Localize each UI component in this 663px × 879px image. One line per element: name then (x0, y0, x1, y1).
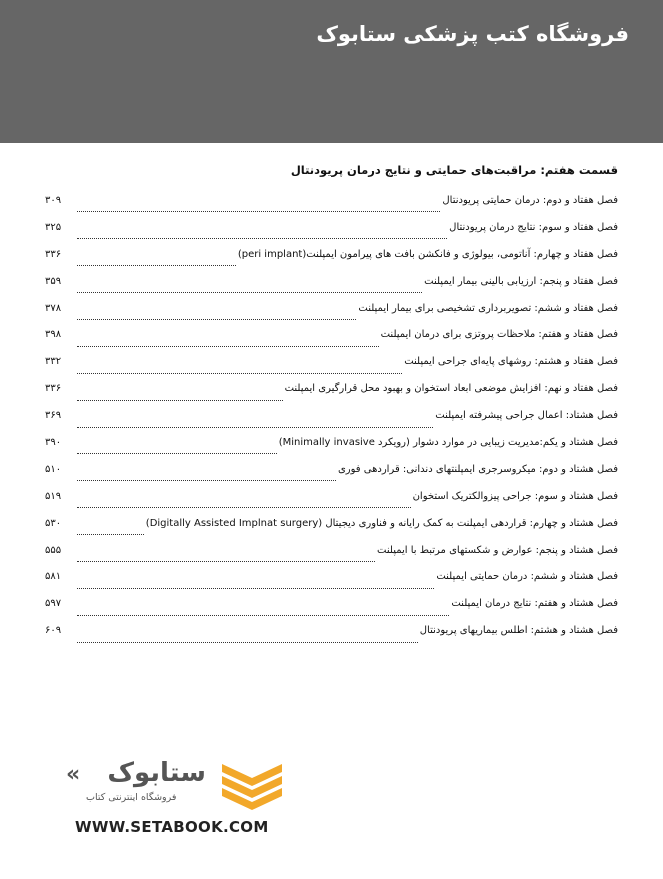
logo-wordmark: ستابوک (107, 758, 206, 788)
toc-entry-title: فصل هشتاد و یکم:مدیریت زیبایی در موارد دشوار (رویکرد Minimally invasive) (278, 437, 618, 449)
toc-entry-title: فصل هشتاد و سوم: جراحی پیزوالکتریک استخوان (412, 490, 618, 502)
toc-entry (45, 303, 618, 330)
toc-entry-title: فصل هشتاد و چهارم: قراردهی ایمپلنت به کمک رایانه و فناوری دیجیتال (Digitally Assisted Implnat surgery) (145, 517, 618, 529)
toc-entry (45, 545, 618, 572)
toc-leader-dots (77, 641, 418, 643)
toc-entry-page: ۵۳۰ (45, 517, 62, 529)
toc-leader-dots (77, 533, 144, 535)
toc-entry-title: فصل هشتاد و ششم: درمان حمایتی ایمپلنت (436, 571, 618, 583)
toc-entry-page: ۵۸۱ (45, 571, 62, 583)
toc-entry-title: فصل هشتاد و پنجم: عوارض و شکستهای مرتبط با ایمپلنت (377, 544, 618, 556)
toc-entry (45, 329, 618, 356)
toc-entry (45, 464, 618, 491)
toc-entry-page: ۳۷۸ (45, 302, 62, 314)
toc-entry (45, 195, 618, 222)
toc-entry (45, 625, 618, 652)
toc-entry-page: ۳۹۸ (45, 329, 62, 341)
toc-entry (45, 491, 618, 518)
toc-leader-dots (77, 372, 402, 374)
website-url[interactable]: WWW.SETABOOK.COM (75, 818, 269, 836)
section-title: قسمت هفتم: مراقبت‌های حمایتی و نتایج درمان پریودنتال (290, 163, 618, 177)
toc-entry-title: فصل هشتاد و دوم: میکروسرجری ایمپلنتهای دندانی: قراردهی فوری (337, 463, 618, 475)
toc-leader-dots (77, 560, 375, 562)
toc-entry-title: فصل هفتاد و دوم: درمان حمایتی پریودنتال (442, 195, 618, 206)
setabook-logo (66, 758, 286, 818)
toc-entry-page: ۵۱۰ (45, 463, 62, 475)
page-header (0, 0, 663, 143)
toc-entry-page: ۶۰۹ (45, 625, 62, 637)
logo-tagline: فروشگاه اینترنتی کتاب (86, 792, 177, 803)
table-of-contents (45, 195, 618, 652)
arrows-icon: « (66, 762, 75, 787)
toc-leader-dots (77, 318, 356, 320)
toc-leader-dots (77, 345, 379, 347)
toc-entry (45, 410, 618, 437)
toc-entry-title: فصل هفتاد و ششم: تصویربرداری تشخیصی برای بیمار ایمپلنت (358, 302, 618, 314)
toc-entry-page: ۳۳۲ (45, 356, 62, 368)
toc-leader-dots (77, 452, 277, 454)
toc-entry-title: فصل هشتاد: اعمال جراحی پیشرفته ایمپلنت (435, 410, 618, 422)
toc-entry (45, 276, 618, 303)
toc-entry (45, 383, 618, 410)
toc-entry-page: ۳۲۵ (45, 221, 62, 233)
toc-entry-title: فصل هفتاد و سوم: نتایج درمان پریودنتال (449, 221, 618, 233)
toc-entry (45, 518, 618, 545)
toc-entry-page: ۳۳۶ (45, 383, 62, 395)
toc-leader-dots (77, 587, 434, 589)
toc-entry-title: فصل هفتاد و چهارم: آناتومی، بیولوژی و فانکشن بافت های پیرامون ایمپلنت(peri implant) (237, 248, 618, 260)
toc-entry-page: ۵۱۹ (45, 490, 62, 502)
toc-entry (45, 356, 618, 383)
toc-entry-title: فصل هفتاد و هفتم: ملاحظات پروتزی برای درمان ایمپلنت (380, 329, 618, 341)
toc-entry-title: فصل هفتاد و نهم: افزایش موضعی ابعاد استخوان و بهبود محل قرارگیری ایمپلنت (284, 383, 618, 395)
toc-leader-dots (77, 399, 283, 401)
toc-leader-dots (77, 506, 411, 508)
toc-entry-page: ۵۵۵ (45, 544, 62, 556)
toc-entry-page: ۵۹۷ (45, 598, 62, 610)
toc-entry (45, 222, 618, 249)
toc-entry-page: ۳۵۹ (45, 275, 62, 287)
toc-entry-title: فصل هفتاد و هشتم: روشهای پایه‌ای جراحی ایمپلنت (404, 356, 618, 368)
toc-entry-title: فصل هشتاد و هشتم: اطلس بیماریهای پریودنتال (419, 625, 618, 637)
book-stack-icon (218, 758, 286, 810)
toc-entry-page: ۳۰۹ (45, 195, 62, 206)
toc-entry-page: ۳۶۹ (45, 410, 62, 422)
toc-leader-dots (77, 426, 433, 428)
toc-leader-dots (77, 264, 236, 266)
toc-entry (45, 571, 618, 598)
toc-entry (45, 437, 618, 464)
toc-leader-dots (77, 479, 336, 481)
toc-entry-page: ۳۳۶ (45, 248, 62, 260)
toc-leader-dots (77, 210, 440, 212)
toc-leader-dots (77, 614, 449, 616)
toc-entry-title: فصل هشتاد و هفتم: نتایج درمان ایمپلنت (451, 598, 618, 610)
toc-entry (45, 598, 618, 625)
store-title: فروشگاه کتب پزشکی ستابوک (316, 22, 629, 46)
toc-entry-title: فصل هفتاد و پنجم: ارزیابی بالینی بیمار ایمپلنت (424, 275, 618, 287)
toc-entry (45, 249, 618, 276)
toc-leader-dots (77, 237, 447, 239)
toc-entry-page: ۳۹۰ (45, 437, 62, 449)
toc-leader-dots (77, 291, 422, 293)
